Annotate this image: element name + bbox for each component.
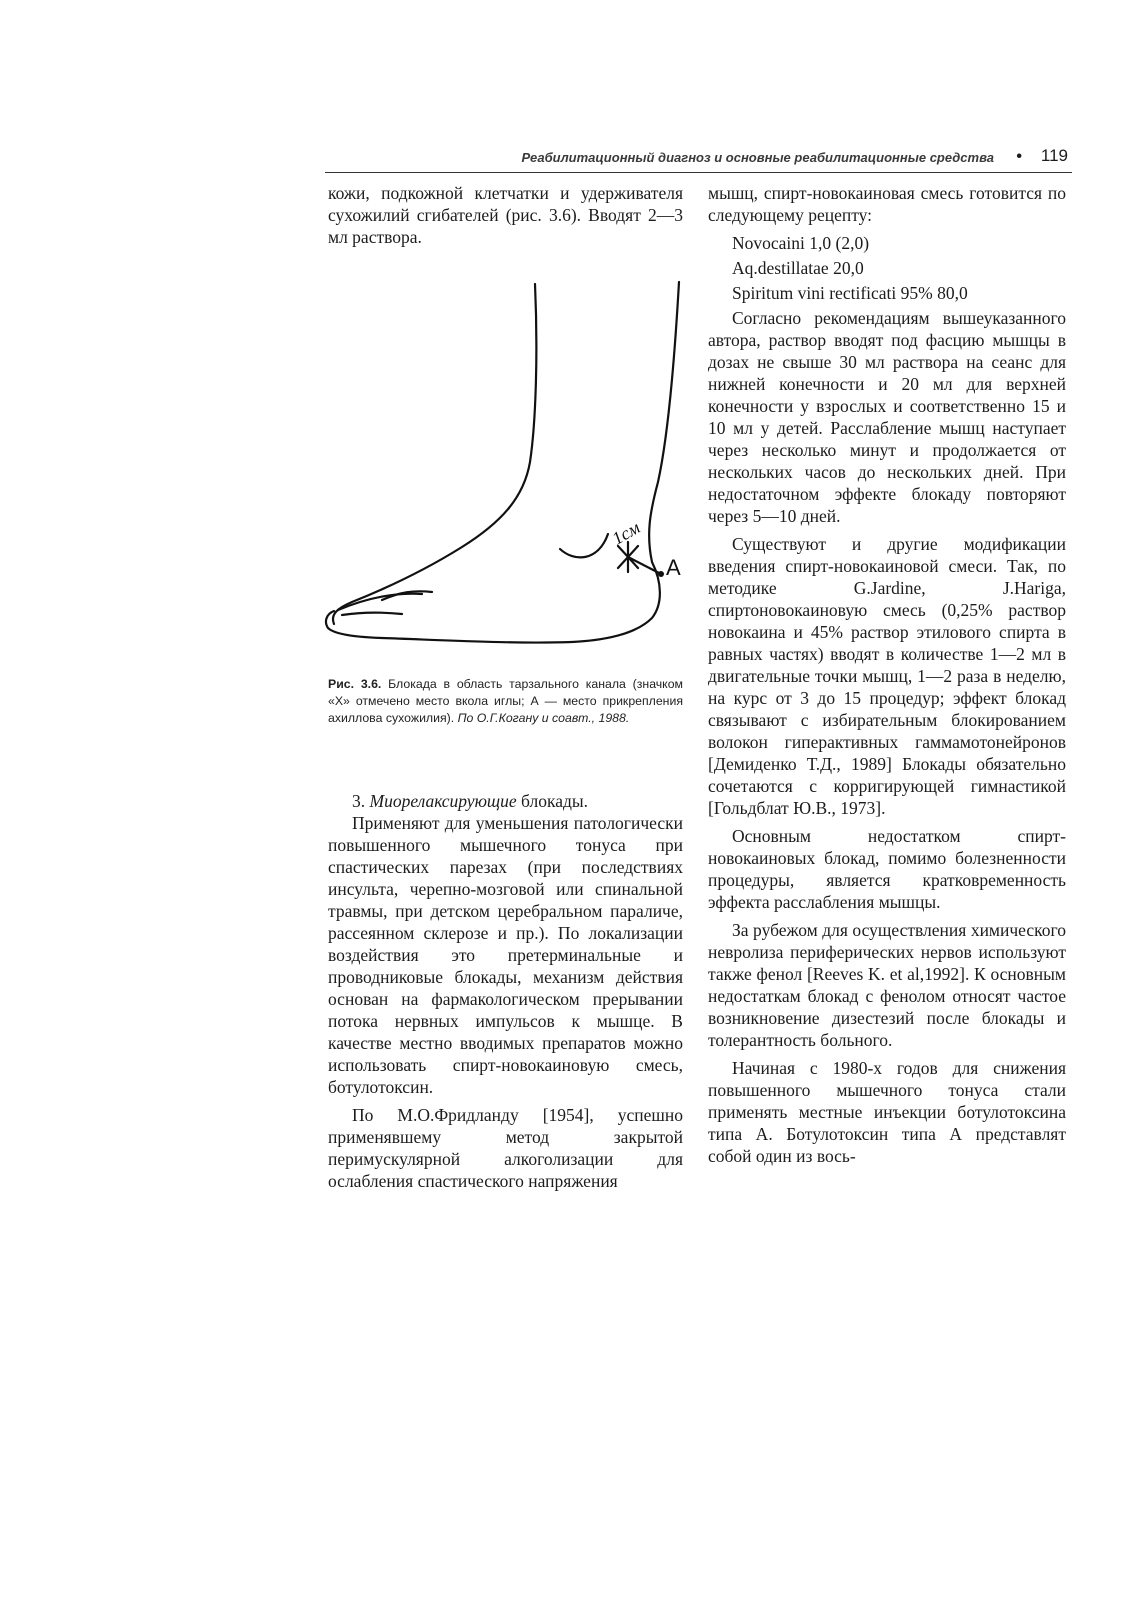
- recipe-line: Novocaini 1,0 (2,0): [732, 233, 870, 253]
- figure-caption: [328, 676, 683, 727]
- caption-source: По О.Г.Когану и соавт., 1988.: [457, 711, 630, 725]
- measure-line: [628, 557, 661, 574]
- page-number: 119: [1040, 146, 1068, 165]
- caption-text: Блокада в область тарзального канала (значком «Х» отмечено место вкола иглы; А — место прикрепления ахиллова сухожилия).: [328, 677, 683, 725]
- recipe-line: Spiritum vini rectificati 95% 80,0: [732, 283, 968, 303]
- paragraph: Начиная с 1980-х годов для снижения повышенного мышечного тонуса стали применять местные инъекции ботулотоксина типа А. Ботулотоксин типа А представлят собой один из вось-: [708, 1058, 1066, 1166]
- leg-front-line: [333, 284, 536, 624]
- point-a-dot: [658, 571, 664, 577]
- left-column-top: [328, 182, 683, 248]
- malleolus-curve: [560, 534, 608, 557]
- paragraph: Основным недостатком спирт-новокаиновых блокад, помимо болезненности процедуры, является кратковременность эффекта расслабления мышцы.: [708, 826, 1066, 912]
- right-column: [708, 182, 1066, 1167]
- leg-back-line: [326, 282, 679, 643]
- item-number: 3.: [352, 791, 370, 811]
- foot-drawing: [322, 272, 692, 672]
- figure-foot-illustration: [322, 272, 692, 672]
- recipe-line: Aq.destillatae 20,0: [732, 258, 864, 278]
- label-distance: 1см: [608, 517, 644, 549]
- label-point-a: A: [666, 555, 681, 580]
- paragraph: Существуют и другие модификации введения спирт-новокаиновой смеси. Так, по методике G.Jardine, J.Hariga, спиртоновокаиновую смесь (0,25% раствор новокаина и 45% раствор этилового спирта в равных частях) вводят в количестве 1—2 мл в двигательные точки мышц, 1—2 раза в неделю, на курс от 3 до 15 процедур; эффект блокад связывают с избирательным блокированием волокон гиперактивных гаммамотонейронов [Демиденко Т.Д., 1989] Блокады обязательно сочетаются с корригирующей гимнастикой [Гольдблат Ю.В., 1973].: [708, 534, 1066, 818]
- paragraph: По М.О.Фридланду [1954], успешно применявшему метод закрытой перимускулярной алкоголизации для ослабления спастического напряжения: [328, 1105, 683, 1191]
- left-column-bottom: [328, 790, 683, 1192]
- header-bullet: •: [1016, 148, 1022, 165]
- paragraph: кожи, подкожной клетчатки и удерживателя сухожилий сгибателей (рис. 3.6). Вводят 2—3 мл раствора.: [328, 183, 683, 247]
- running-title: Реабилитационный диагноз и основные реабилитационные средства: [521, 150, 994, 165]
- running-header: [325, 146, 1072, 173]
- paragraph: За рубежом для осуществления химического невролиза периферических нервов используют также фенол [Reeves K. et al,1992]. К основным недостаткам блокад с фенолом относят частое возникновение дизестезий после блокады и толерантность больного.: [708, 920, 1066, 1050]
- paragraph: Применяют для уменьшения патологически повышенного мышечного тонуса при спастических парезах (при последствиях инсульта, черепно-мозговой или спинальной травмы, при детском церебральном параличе, рассеянном склерозе и пр.). По локализации воздействия это претерминальные и проводниковые блокады, механизм действия основан на фармакологическом прерывании потока нервных импульсов к мышце. В качестве местно вводимых препаратов можно использовать спирт-новокаиновую смесь, ботулотоксин.: [328, 813, 683, 1097]
- paragraph: мышц, спирт-новокаиновая смесь готовится по следующему рецепту:: [708, 183, 1066, 225]
- toe-line-2: [342, 613, 402, 615]
- list-item-heading: [328, 790, 683, 812]
- paragraph: Согласно рекомендациям вышеуказанного автора, раствор вводят под фасцию мышцы в дозах не свыше 30 мл раствора на сеанс для нижней конечности и 20 мл для верхней конечности у взрослых и соответственно 15 и 10 мл у детей. Расслабление мышц наступает через несколько минут и продолжается от нескольких часов до нескольких дней. При недостаточном эффекте блокаду повторяют через 5—10 дней.: [708, 308, 1066, 526]
- item-term: Миорелаксирующие: [369, 791, 517, 811]
- item-rest: блокады.: [516, 791, 589, 811]
- caption-label: Рис. 3.6.: [328, 677, 382, 691]
